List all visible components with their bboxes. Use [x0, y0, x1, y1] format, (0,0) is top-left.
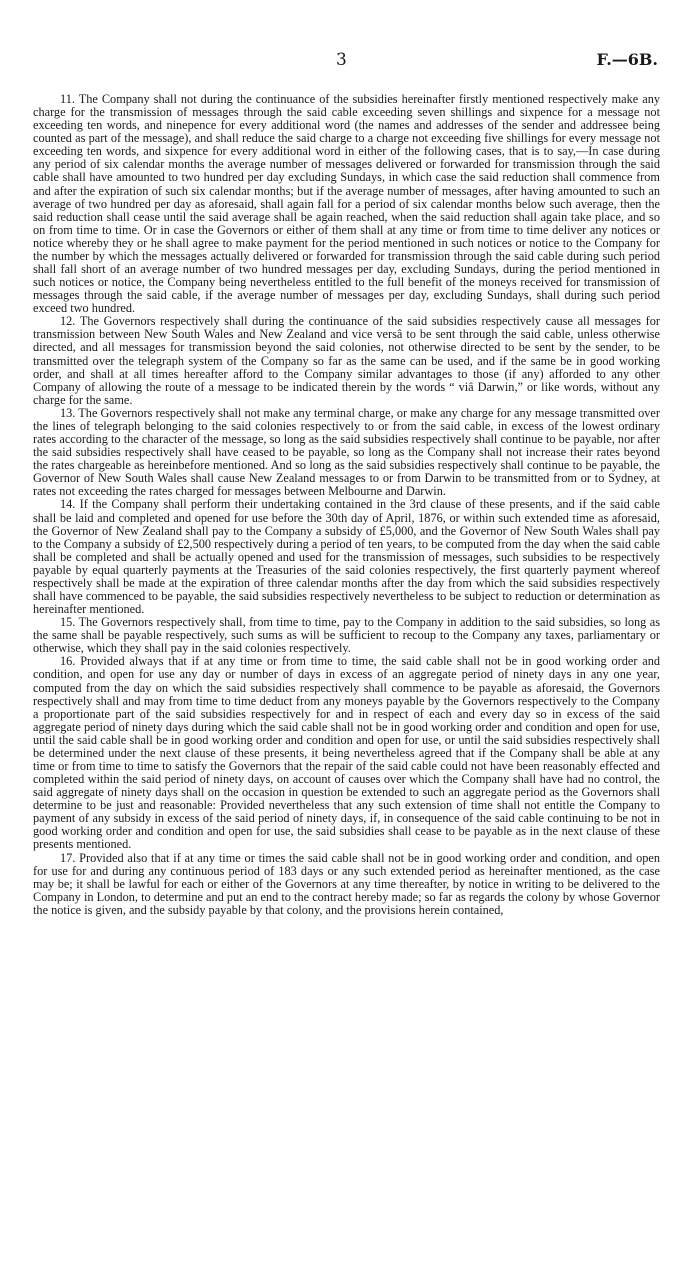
clause-13: 13. The Governors respectively shall not make any terminal charge, or make any charge for any message transmitted over the lines of telegraph belonging to the said colonies respectively to or from the said cable, in excess of the lowest ordinary rates according to the character of the message, so long as the said subsidies respectively shall continue to be payable, nor after the said subsidies respectively shall have ceased to be payable, so long as the Company shall not increase their rates beyond the rates chargeable as hereinbefore mentioned. And so long as the said subsidies respectively shall continue to be payable, the Governor of New South Wales shall cause New Zealand messages to or from Darwin to be transmitted from or to Sydney, at rates not exceeding the rates charged for messages between Melbourne and Darwin. — [33, 405, 660, 499]
page-number: 3 — [336, 50, 347, 70]
clause-14: 14. If the Company shall perform their undertaking contained in the 3rd clause of these presents, and if the said cable shall be laid and completed and opened for use before the 30th day of April, 1876, or within such extended time as aforesaid, the Governor of New Zealand shall pay to the Company a subsidy of £5,000, and the Governor of New South Wales shall pay to the Company a subsidy of £2,500 respectively during a period of ten years, to be computed from the day when the said cable shall be completed and shall be actually opened and used for the transmission of messages, such subsidies to be respectively payable by equal quarterly payments at the Treasuries of the said colonies respectively, the first quarterly payment whereof respectively shall be made at the expiration of three calendar months after the day from which the said subsidies respectively shall have commenced to be payable, the said subsidies respectively nevertheless to be subject to reduction or determination as hereinafter mentioned. — [33, 497, 660, 617]
document-reference: F.—6B. — [596, 50, 658, 69]
clause-17: 17. Provided also that if at any time or times the said cable shall not be in good working order and condition, and open for use for and during any continuous period of 183 days or any such extended period as hereinafter mentioned, as the case may be; it shall be lawful for each or either of the Governors at any time thereafter, by notice in writing to be delivered to the Company in London, to determine and put an end to the contract hereby made; so far as regards the colony by whose Governor the notice is given, and the subsidy payable by that colony, and the provisions herein contained, — [33, 850, 660, 917]
body-text — [33, 93, 660, 917]
clause-15: 15. The Governors respectively shall, from time to time, pay to the Company in addition to the said subsidies, so long as the same shall be payable respectively, such sums as will be sufficient to recoup to the Company any taxes, parliamentary or otherwise, which they shall pay in the said colonies respectively. — [33, 615, 660, 656]
clause-11: 11. The Company shall not during the continuance of the subsidies hereinafter firstly mentioned respectively make any charge for the transmission of messages through the said cable exceeding seven shillings and sixpence for a message not exceeding ten words, and ninepence for every additional word (the names and addresses of the sender and addressee being counted as part of the message), and shall reduce the said charge to a charge not exceeding five shillings for every message not exceeding ten words, and sixpence for every additional word in either of the following cases, that is to say,—In case during any period of six calendar months the average number of messages delivered or forwarded for transmission through the said cable shall have amounted to two hundred per day excluding Sundays, in which case the said reduction shall commence from and after the expiration of such six calendar months; but if the average number of messages, after having amounted to such an average of two hundred per day as aforesaid, shall again fall for a period of six calendar months below such average, then the said reduction shall cease until the said average shall be again reached, when the said reduction shall again take place, and so on from time to time. Or in case the Governors or either of them shall at any time or from time to time deliver any notices or notice whereby they or he shall agree to make payment for the period mentioned in such notices or notice to the Company for the number by which the messages actually delivered or forwarded for transmission through the said cable during such period shall fall short of an average number of two hundred messages per day, excluding Sundays, during the period mentioned in such notices or notice, the Company being nevertheless entitled to the full benefit of the moneys received for transmission of messages through the said cable, if the average number of messages per day, excluding Sundays, shall during such period exceed two hundred. — [33, 92, 660, 316]
clause-12: 12. The Governors respectively shall during the continuance of the said subsidies respectively cause all messages for transmission between New South Wales and New Zealand and vice versâ to be sent through the said cable, unless otherwise directed, and all messages for transmission beyond the said colonies, not otherwise directed to be sent by the sender, to be transmitted over the telegraph system of the Company so far as the same can be used, and if the same be in good working order, and shall at all times hereafter afford to the Company similar advantages to those (if any) afforded to any other Company of allowing the route of a message to be indicated therein by the words “ viâ Darwin,” or like words, without any charge for the same. — [33, 314, 660, 407]
clause-16: 16. Provided always that if at any time or from time to time, the said cable shall not be in good working order and condition, and open for use any day or number of days in excess of an aggregate period of ninety days in any one year, computed from the day on which the said subsidies respectively shall commence to be payable as aforesaid, the Governors respectively shall and may from time to time deduct from any moneys payable by the Governors respectively to the Company a proportionate part of the said subsidies respectively for and in respect of each and every day so in excess of the said aggregate period of ninety days during which the said cable shall not be in good working order and condition and open for use, until the said cable shall be in good working order and condition and open for use, or until the said subsidies respectively shall be determined under the next clause of these presents, it being nevertheless agreed that if the Company shall be able at any time or from time to time to satisfy the Governors that the repair of the said cable could not have been reasonably effected and completed within the said period of ninety days, on account of causes over which the Company shall have had no control, the said aggregate of ninety days shall on the occasion in question be extended to such an aggregate period as the Governors shall determine to be just and reasonable: Provided nevertheless that any such extension of time shall not entitle the Company to payment of any subsidy in excess of the said period of ninety days, if, in consequence of the said cable continuing to be not in good working order and condition and open for use, the said subsidies shall cease to be payable as in the next clause of these presents mentioned. — [33, 654, 660, 852]
page-header — [0, 50, 700, 74]
